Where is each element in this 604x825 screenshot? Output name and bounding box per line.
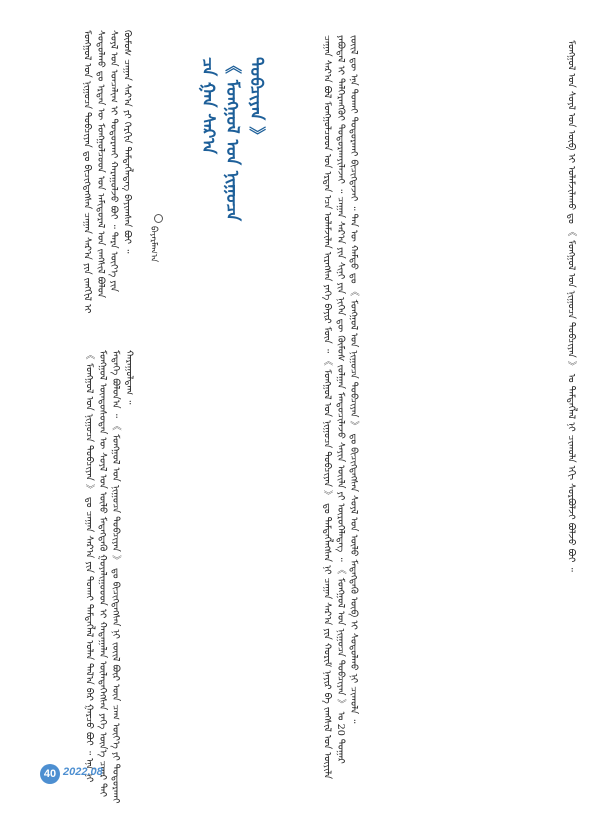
article-title-line-2: 《 ᠮᠣᠩᠭᠣᠯ ᠤᠨ ᠨᠢᠭᠤᠴᠠ ᠲᠣᠪᠴᠢᠶᠠᠨ 》 bbox=[222, 57, 266, 222]
text-column-2: 《 ᠮᠣᠩᠭᠣᠯ ᠤᠨ ᠨᠢᠭᠤᠴᠠ ᠲᠣᠪᠴᠢᠶᠠᠨ 》 ᠳᠤ ᠴᠠᠭᠠᠨ ᠰᠠᠷ᠎ᠠ ᠶᠢᠨ ᠲᠤᠬᠠᠢ ᠲᠡᠮᠳᠡᠭᠯᠡᠯ ᠣᠯᠠᠨ ᠲᠠᠯ᠎ᠠ ᠪᠠᠷ ᠭᠠᠷᠴᠤ ᠪᠤᠢ ᠃ ᠡᠨᠡ ᠨᠢ ᠮᠣᠩᠭᠣᠯ ᠦᠨᠳᠦᠰᠦᠲᠡᠨ ᠦ ᠰᠤᠶᠯ ᠤᠨ ᠦᠯᠦ ᠮᠡᠳᠡᠭᠳᠡᠬᠦ ᠭᠤᠶᠠᠯᠢᠭᠤᠤᠳ ᠢ ᠬᠠᠳᠠᠭᠠᠯᠠᠨ ᠦᠯᠡᠳᠡᠭᠡᠭᠰᠡᠨ ᠶᠡᠬᠡ ᠦᠨ᠎ᠡ ᠴᠡᠨᠡᠷ ᠲᠡᠢ ᠮᠡᠳᠡᠭᠡ ᠪᠣᠯᠣᠨ᠎ᠠ ᠃ 《 ᠮᠣᠩᠭᠣᠯ ᠤᠨ ᠨᠢᠭᠤᠴᠠ ᠲᠣᠪᠴᠢᠶᠠᠨ 》 ᠳᠤ ᠪᠢᠴᠢᠭᠳᠡᠭᠰᠡᠨ ᠨᠢ ᠵᠦᠢᠯ ᠪᠦᠷ ᠦᠨ ᠴᠠᠭ ᠦᠶ᠎ᠡ ᠶᠢ ᠲᠣᠳᠣᠷᠬᠠᠶ ᠬᠠᠷᠠᠭᠤᠯᠳᠠᠭ ᠃ bbox=[83, 350, 135, 807]
issue-date: 2022.08 bbox=[63, 766, 103, 778]
text-column-1: ᠮᠣᠩᠭᠣᠯ ᠤᠨ ᠨᠢᠭᠤᠴᠠ ᠲᠣᠪᠴᠢᠶᠠᠨ ᠳᠤ ᠪᠢᠴᠢᠭᠳᠡᠭᠰᠡᠨ ᠴᠠᠭᠠᠨ ᠰᠠᠷ᠎ᠠ ᠶᠢᠨ ᠵᠠᠩᠬᠢᠯ ᠢ ᠰᠣᠳᠣᠯᠬᠤ ᠳᠤ ᠡᠷᠲᠡᠨ ᠦ ᠮᠣᠩᠭᠣᠯᠴᠤᠳ ᠤᠨ ᠠᠮᠢᠳᠤᠷᠠᠯ ᠤᠨ ᠵᠠᠩᠰᠢᠯ ᠪᠣᠯᠣᠨ ᠰᠤᠶᠯ ᠤᠨ ᠣᠨᠴᠠᠯᠢᠭ ᠢ ᠲᠣᠳᠣᠷᠬᠠᠶ ᠬᠠᠷᠠᠭᠤᠯᠵᠤ ᠪᠤᠢ ᠃ ᠲᠡᠷᠡ ᠦᠶ᠎ᠡ ᠶᠢᠨ ᠬᠦᠮᠦᠰ ᠴᠠᠭᠠᠨ ᠰᠠᠷ᠎ᠠ ᠶᠢ ᠬᠡᠷᠬᠢᠨ ᠲᠡᠮᠳᠡᠭᠯᠡᠳᠡᠭ ᠪᠠᠶᠢᠭᠰᠠᠨ ᠪᠤᠢ ᠃ bbox=[81, 30, 133, 317]
text-column-4: ᠮᠣᠩᠭᠣᠯ ᠤᠨ ᠰᠤᠶᠯ ᠤᠨ ᠦᠪ ᠢ ᠤᠯᠠᠮᠵᠢᠯᠠᠬᠤ ᠳᠤ 《 ᠮᠣᠩᠭᠣᠯ ᠤᠨ ᠨᠢᠭᠤᠴᠠ ᠲᠣᠪᠴᠢᠶᠠᠨ 》 ᠤ ᠲᠡᠮᠳᠡᠭᠯᠡᠯ ᠨᠢ ᠴᠢᠬᠤᠯᠠ ᠡᠬᠢ ᠰᠤᠷᠪᠤᠯᠵᠢ ᠪᠣᠯᠵᠤ ᠪᠤᠢ ᠃ bbox=[565, 40, 577, 572]
page-number-badge: 40 bbox=[40, 764, 60, 784]
text-column-3: ᠴᠠᠭᠠᠨ ᠰᠠᠷ᠎ᠠ ᠪᠣᠯ ᠮᠣᠩᠭᠣᠯᠴᠤᠳ ᠤᠨ ᠡᠷᠲᠡᠨ ᠡᠴᠡ ᠤᠯᠠᠮᠵᠢᠯᠠᠨ ᠢᠷᠡᠭᠰᠡᠨ ᠶᠡᠬᠡ ᠪᠠᠶᠢᠷ ᠮᠥᠨ ᠃ 《 ᠮᠣᠩᠭᠣᠯ ᠤᠨ ᠨᠢᠭᠤᠴᠠ ᠲᠣᠪᠴᠢᠶᠠᠨ 》 ᠳᠤ ᠲᠡᠮᠳᠡᠭᠯᠡᠭᠰᠡᠨ ᠨᠢ ᠴᠠᠭᠠᠨ ᠰᠠᠷ᠎ᠠ ᠶᠢᠨ ᠬᠤᠷᠢᠮ ᠨᠠᠶᠢᠷ ᠪᠠ ᠵᠠᠩᠰᠢᠯ ᠤᠨ ᠦᠶᠢᠯᠡ ᠶᠠᠪᠤᠳᠠᠯ ᠢ ᠳᠡᠯᠭᠡᠷᠡᠩᠭᠦᠢ ᠲᠣᠳᠣᠷᠬᠠᠶᠢᠯᠠᠵᠠᠢ ᠃ ᠴᠠᠭᠠᠨ ᠰᠠᠷ᠎ᠠ ᠶᠢᠨ ᠰᠢᠨᠢ ᠶᠢᠨ ᠨᠢᠭᠡᠨ ᠳᠦ ᠬᠦᠮᠦᠰ ᠵᠣᠯᠭᠠᠨ ᠮᠡᠨᠳᠦᠴᠢᠯᠡᠵᠦ ᠰᠠᠶᠢᠨ ᠦᠢᠯᠡ ᠶᠢ ᠦᠷᠦᠭᠡᠯᠡᠳᠡᠭ ᠃ 《 ᠮᠣᠩᠭᠣᠯ ᠤᠨ ᠨᠢᠭᠤᠴᠠ ᠲᠣᠪᠴᠢᠶᠠᠨ 》 ᠤ 20 ᠳᠤᠭᠠᠷ ᠵᠦᠢᠯ ᠳᠦ ᠡᠨᠡ ᠲᠤᠬᠠᠢ ᠲᠣᠳᠣᠷᠬᠠᠶ ᠪᠢᠴᠢᠭᠳᠡᠵᠡᠢ ᠃ ᠲᠡᠨ ᠦ ᠬᠠᠮᠲᠤ ᠳᠤ 《 ᠮᠣᠩᠭᠣᠯ ᠤᠨ ᠨᠢᠭᠤᠴᠠ ᠲᠣᠪᠴᠢᠶᠠᠨ 》 ᠳᠤ ᠪᠢᠴᠢᠭᠳᠡᠭᠰᠡᠨ ᠰᠤᠶᠯ ᠤᠨ ᠦᠯᠦ ᠮᠡᠳᠡᠭᠳᠡᠬᠦ ᠦᠪ ᠢ ᠰᠤᠳᠤᠯᠬᠤ ᠨᠢ ᠴᠢᠬᠤᠯᠠ ᠃ bbox=[321, 35, 360, 783]
author-name: ᠪᠠᠶᠠᠷᠮᠠᠭ᠎ᠠ bbox=[148, 226, 158, 263]
article-title-line-1: ᠴᠠ ᠭᠠᠨ ᠰᠠᠷ᠎ᠠ bbox=[198, 57, 218, 155]
